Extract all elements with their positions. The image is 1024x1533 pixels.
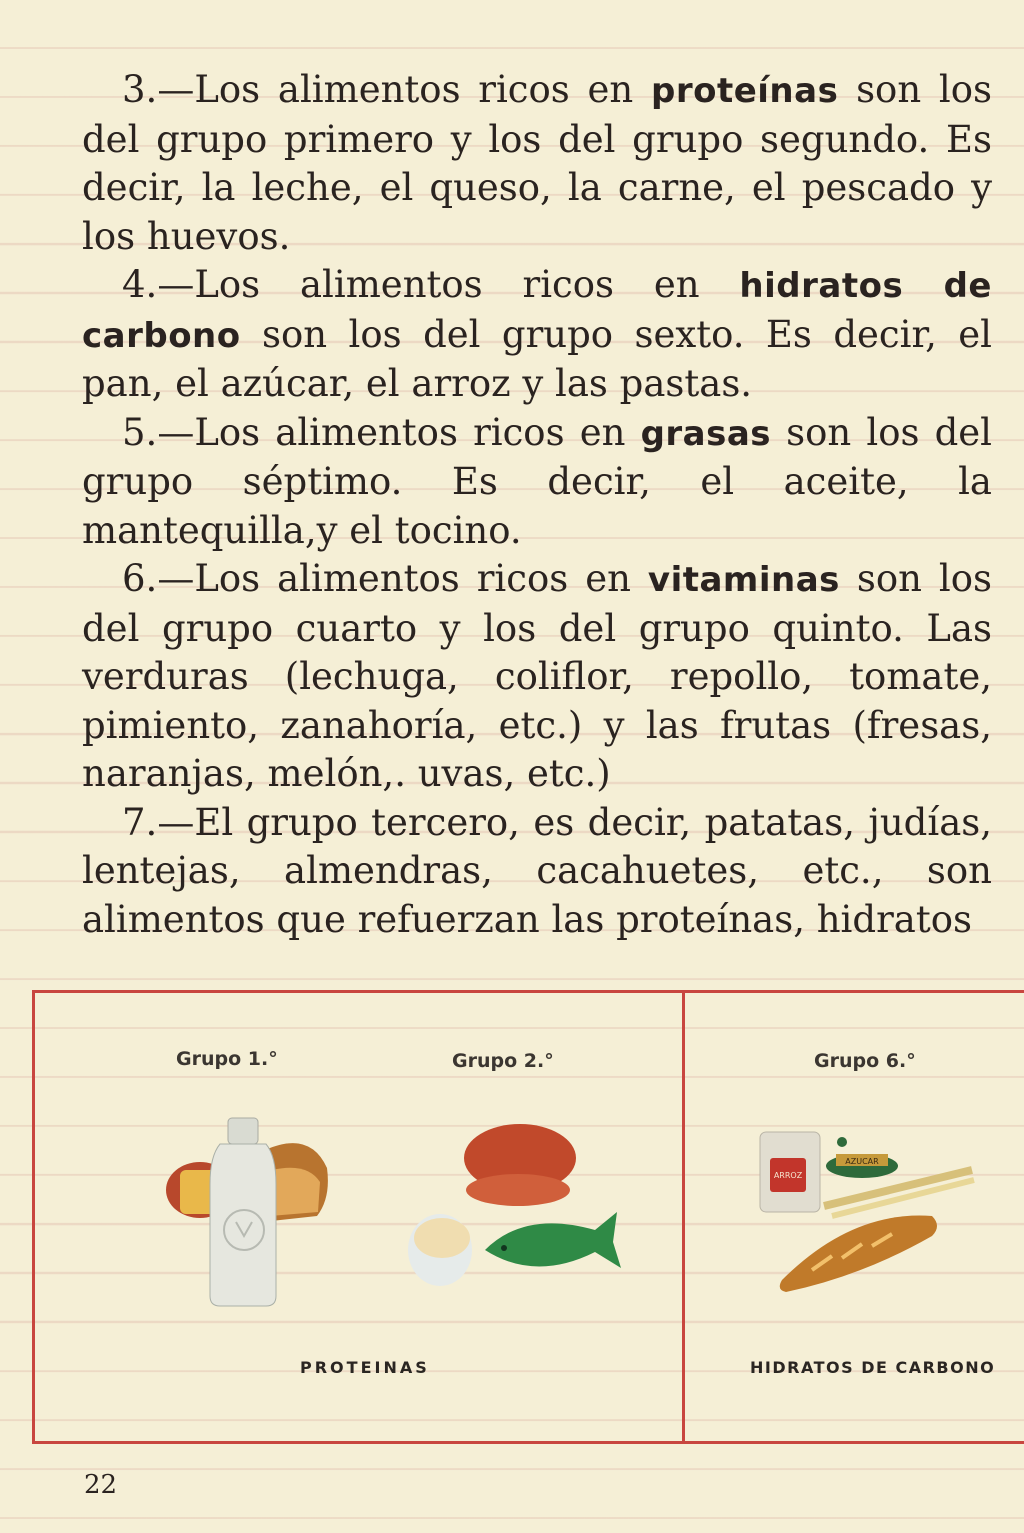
- keyword-grasas: grasas: [640, 413, 772, 454]
- carbohydrate-illustration: [752, 1120, 982, 1300]
- group-6-label: Grupo 6.°: [814, 1050, 916, 1072]
- paragraph-number: 3.: [122, 68, 158, 111]
- paragraph-number: 6.: [122, 557, 158, 600]
- protein-illustration: [400, 1120, 630, 1295]
- keyword-vitaminas: vitaminas: [647, 560, 840, 600]
- paragraph-7: 7.—El grupo tercero, es decir, patatas, judías, lentejas, almendras, cacahuetes, etc., son alimentos que refuerzan las proteínas, hidratos: [82, 800, 992, 941]
- svg-text:AZUCAR: AZUCAR: [845, 1157, 879, 1166]
- pasta-icon: [824, 1170, 974, 1216]
- dairy-illustration: [160, 1110, 340, 1320]
- paragraph-5: 5.—Los alimentos ricos en grasas son los del grupo séptimo. Es decir, el aceite, la mantequilla,y el tocino.: [82, 410, 993, 552]
- sugar-bowl-icon: [826, 1137, 898, 1178]
- body-text: [82, 66, 992, 944]
- paragraph-number: 4.: [122, 263, 158, 306]
- group-1-label: Grupo 1.°: [176, 1048, 278, 1070]
- group-2-label: Grupo 2.°: [452, 1050, 554, 1072]
- svg-text:ARROZ: ARROZ: [773, 1171, 803, 1180]
- paragraph-3: 3.—Los alimentos ricos en proteínas son los del grupo primero y los del grupo segundo. Es decir, la leche, el queso, la carne, el pescado y los huevos.: [82, 68, 992, 258]
- caption-hidratos: HIDRATOS DE CARBONO: [750, 1358, 996, 1377]
- keyword-proteinas: proteínas: [651, 71, 839, 111]
- keyword-hidratos: hidratos de carbono: [82, 266, 992, 356]
- caption-proteinas: PROTEINAS: [300, 1358, 430, 1377]
- paragraph-6: 6.—Los alimentos ricos en vitaminas son los del grupo cuarto y los del grupo quinto. Las verduras (lechuga, coliflor, repollo, tomate, pimiento, zanahoría, etc.) y las frutas (fresas, naranjas, melón,. uvas, etc.): [82, 557, 993, 795]
- milk-bottle-icon: [210, 1118, 276, 1306]
- rice-package-icon: [760, 1132, 820, 1212]
- baguette-icon: [780, 1216, 937, 1292]
- paragraph-4: 4.—Los alimentos ricos en hidratos de carbono son los del grupo sexto. Es decir, el pan, el azúcar, el arroz y las pastas.: [82, 263, 992, 405]
- fish-icon: [485, 1212, 621, 1268]
- paragraph-number: 7.: [122, 800, 158, 844]
- paragraph-number: 5.: [122, 410, 158, 454]
- figure-divider: [682, 990, 685, 1444]
- page-number: 22: [84, 1470, 118, 1500]
